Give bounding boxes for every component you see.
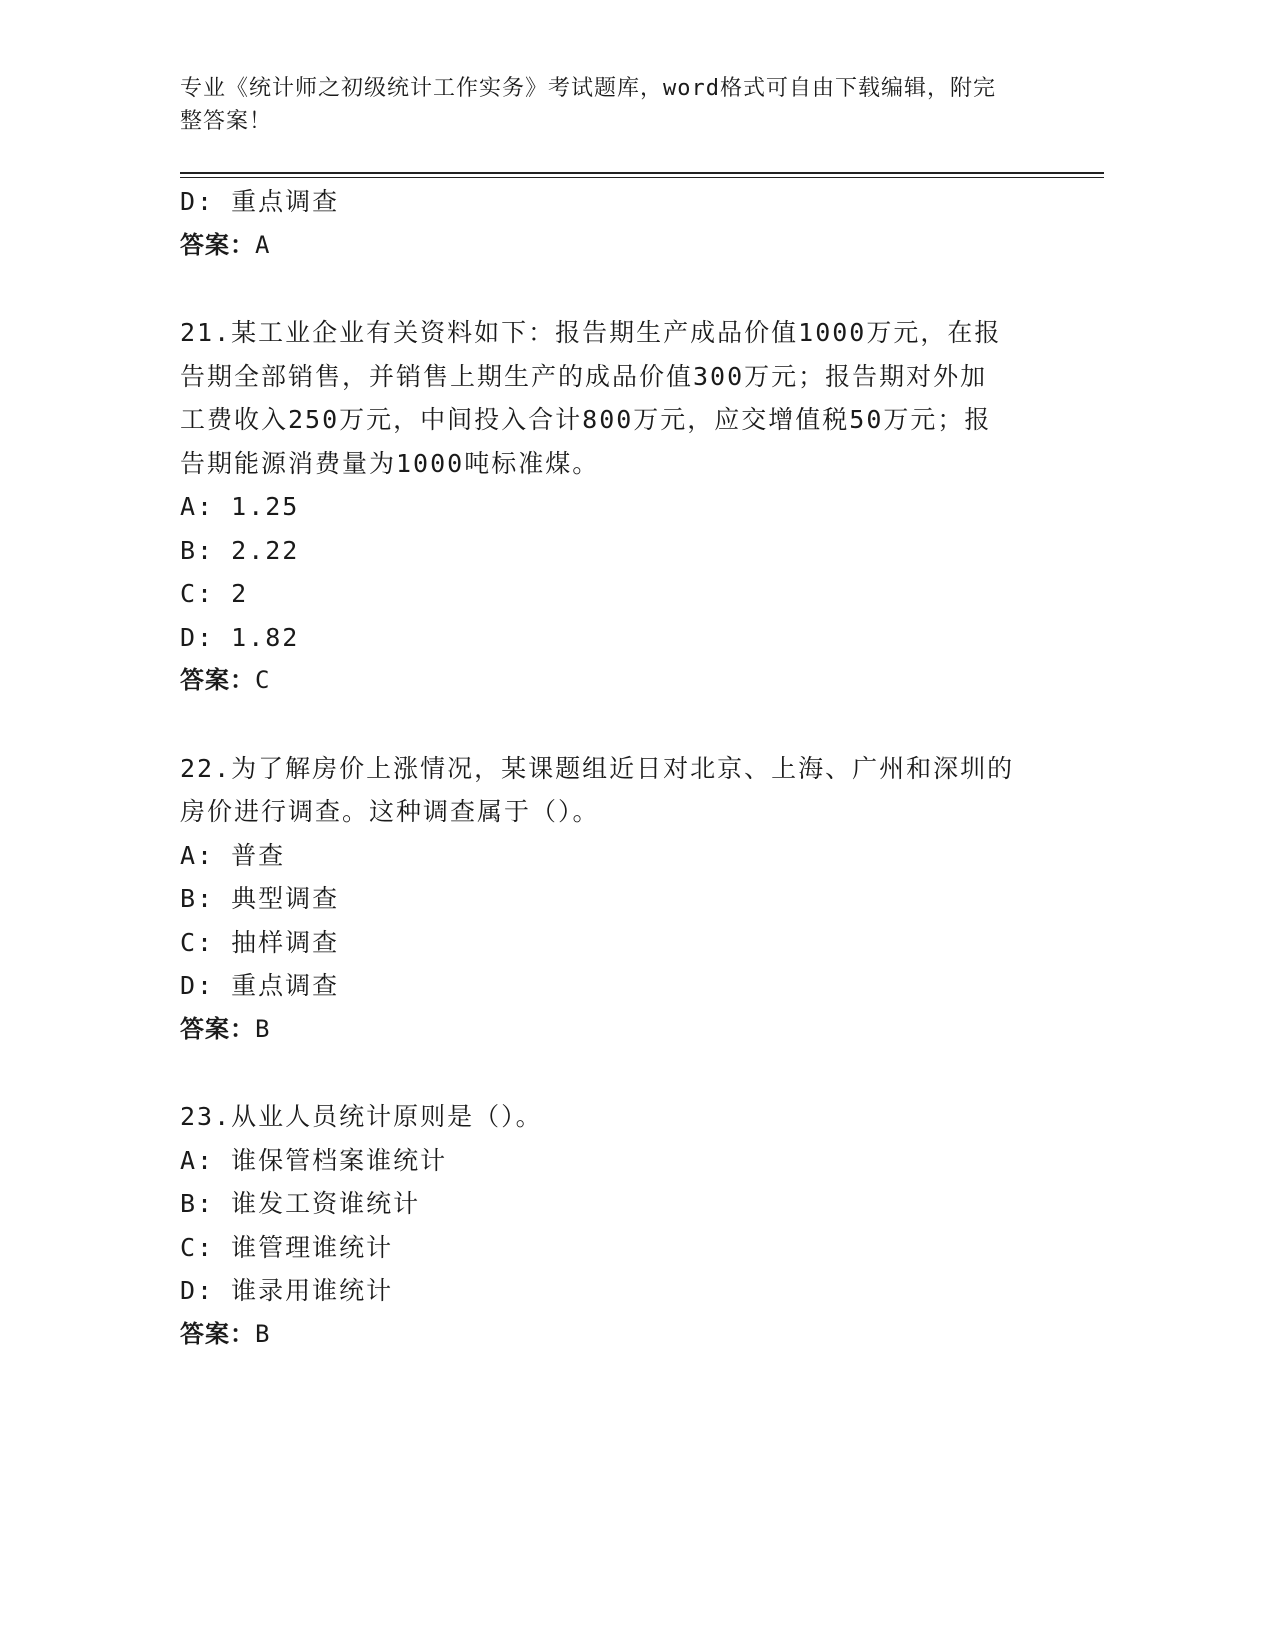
spacer [180,1051,1040,1095]
answer-value: A [255,230,271,259]
question-list [180,180,1040,1356]
option-b: B: 谁发工资谁统计 [180,1189,421,1218]
header-line-1: 专业《统计师之初级统计工作实务》考试题库，word格式可自由下载编辑，附完 [180,76,996,101]
answer-line [180,224,1040,268]
question-23 [180,1095,1040,1356]
answer-label: 答案： [180,1319,255,1348]
header-divider-thin [180,177,1104,178]
option-d: D: 重点调查 [180,187,340,216]
answer-value: B [255,1319,271,1348]
document-header [180,72,1040,138]
option-d: D: 谁录用谁统计 [180,1276,394,1305]
answer-line [180,1008,1040,1052]
answer-value: B [255,1014,271,1043]
option-a: A: 普查 [180,840,286,870]
answer-label: 答案： [180,1014,255,1043]
answer-label: 答案： [180,666,255,694]
option-c: C: 2 [180,579,249,608]
option-d: D: 重点调查 [180,971,340,1000]
answer-line [180,659,1040,703]
option-a: A: 谁保管档案谁统计 [180,1145,448,1175]
option-b: B: 典型调查 [180,884,340,913]
answer-value: C [255,666,271,694]
question-stem-line: 告期能源消费量为1000吨标准煤。 [180,448,600,478]
question-stem-line: 23.从业人员统计原则是（）。 [180,1102,543,1131]
question-stem-line: 22.为了解房价上涨情况，某课题组近日对北京、上海、广州和深圳的 [180,753,1015,783]
question-stem-line: 工费收入250万元，中间投入合计800万元，应交增值税50万元；报 [180,405,992,434]
question-21 [180,311,1040,703]
spacer [180,267,1040,311]
option-d: D: 1.82 [180,622,300,652]
answer-label: 答案： [180,230,255,259]
header-line-2: 整答案！ [180,109,273,134]
option-b: B: 2.22 [180,535,300,565]
option-a: A: 1.25 [180,492,300,521]
answer-line [180,1313,1040,1357]
option-c: C: 谁管理谁统计 [180,1232,394,1262]
question-20-tail [180,180,1040,267]
question-stem-line: 告期全部销售，并销售上期生产的成品价值300万元；报告期对外加 [180,361,988,391]
question-stem-line: 房价进行调查。这种调查属于（）。 [180,797,600,826]
question-stem-line: 21.某工业企业有关资料如下：报告期生产成品价值1000万元，在报 [180,318,1002,347]
option-c: C: 抽样调查 [180,927,340,957]
question-22 [180,747,1040,1052]
header-divider-thick [180,172,1104,174]
spacer [180,703,1040,747]
